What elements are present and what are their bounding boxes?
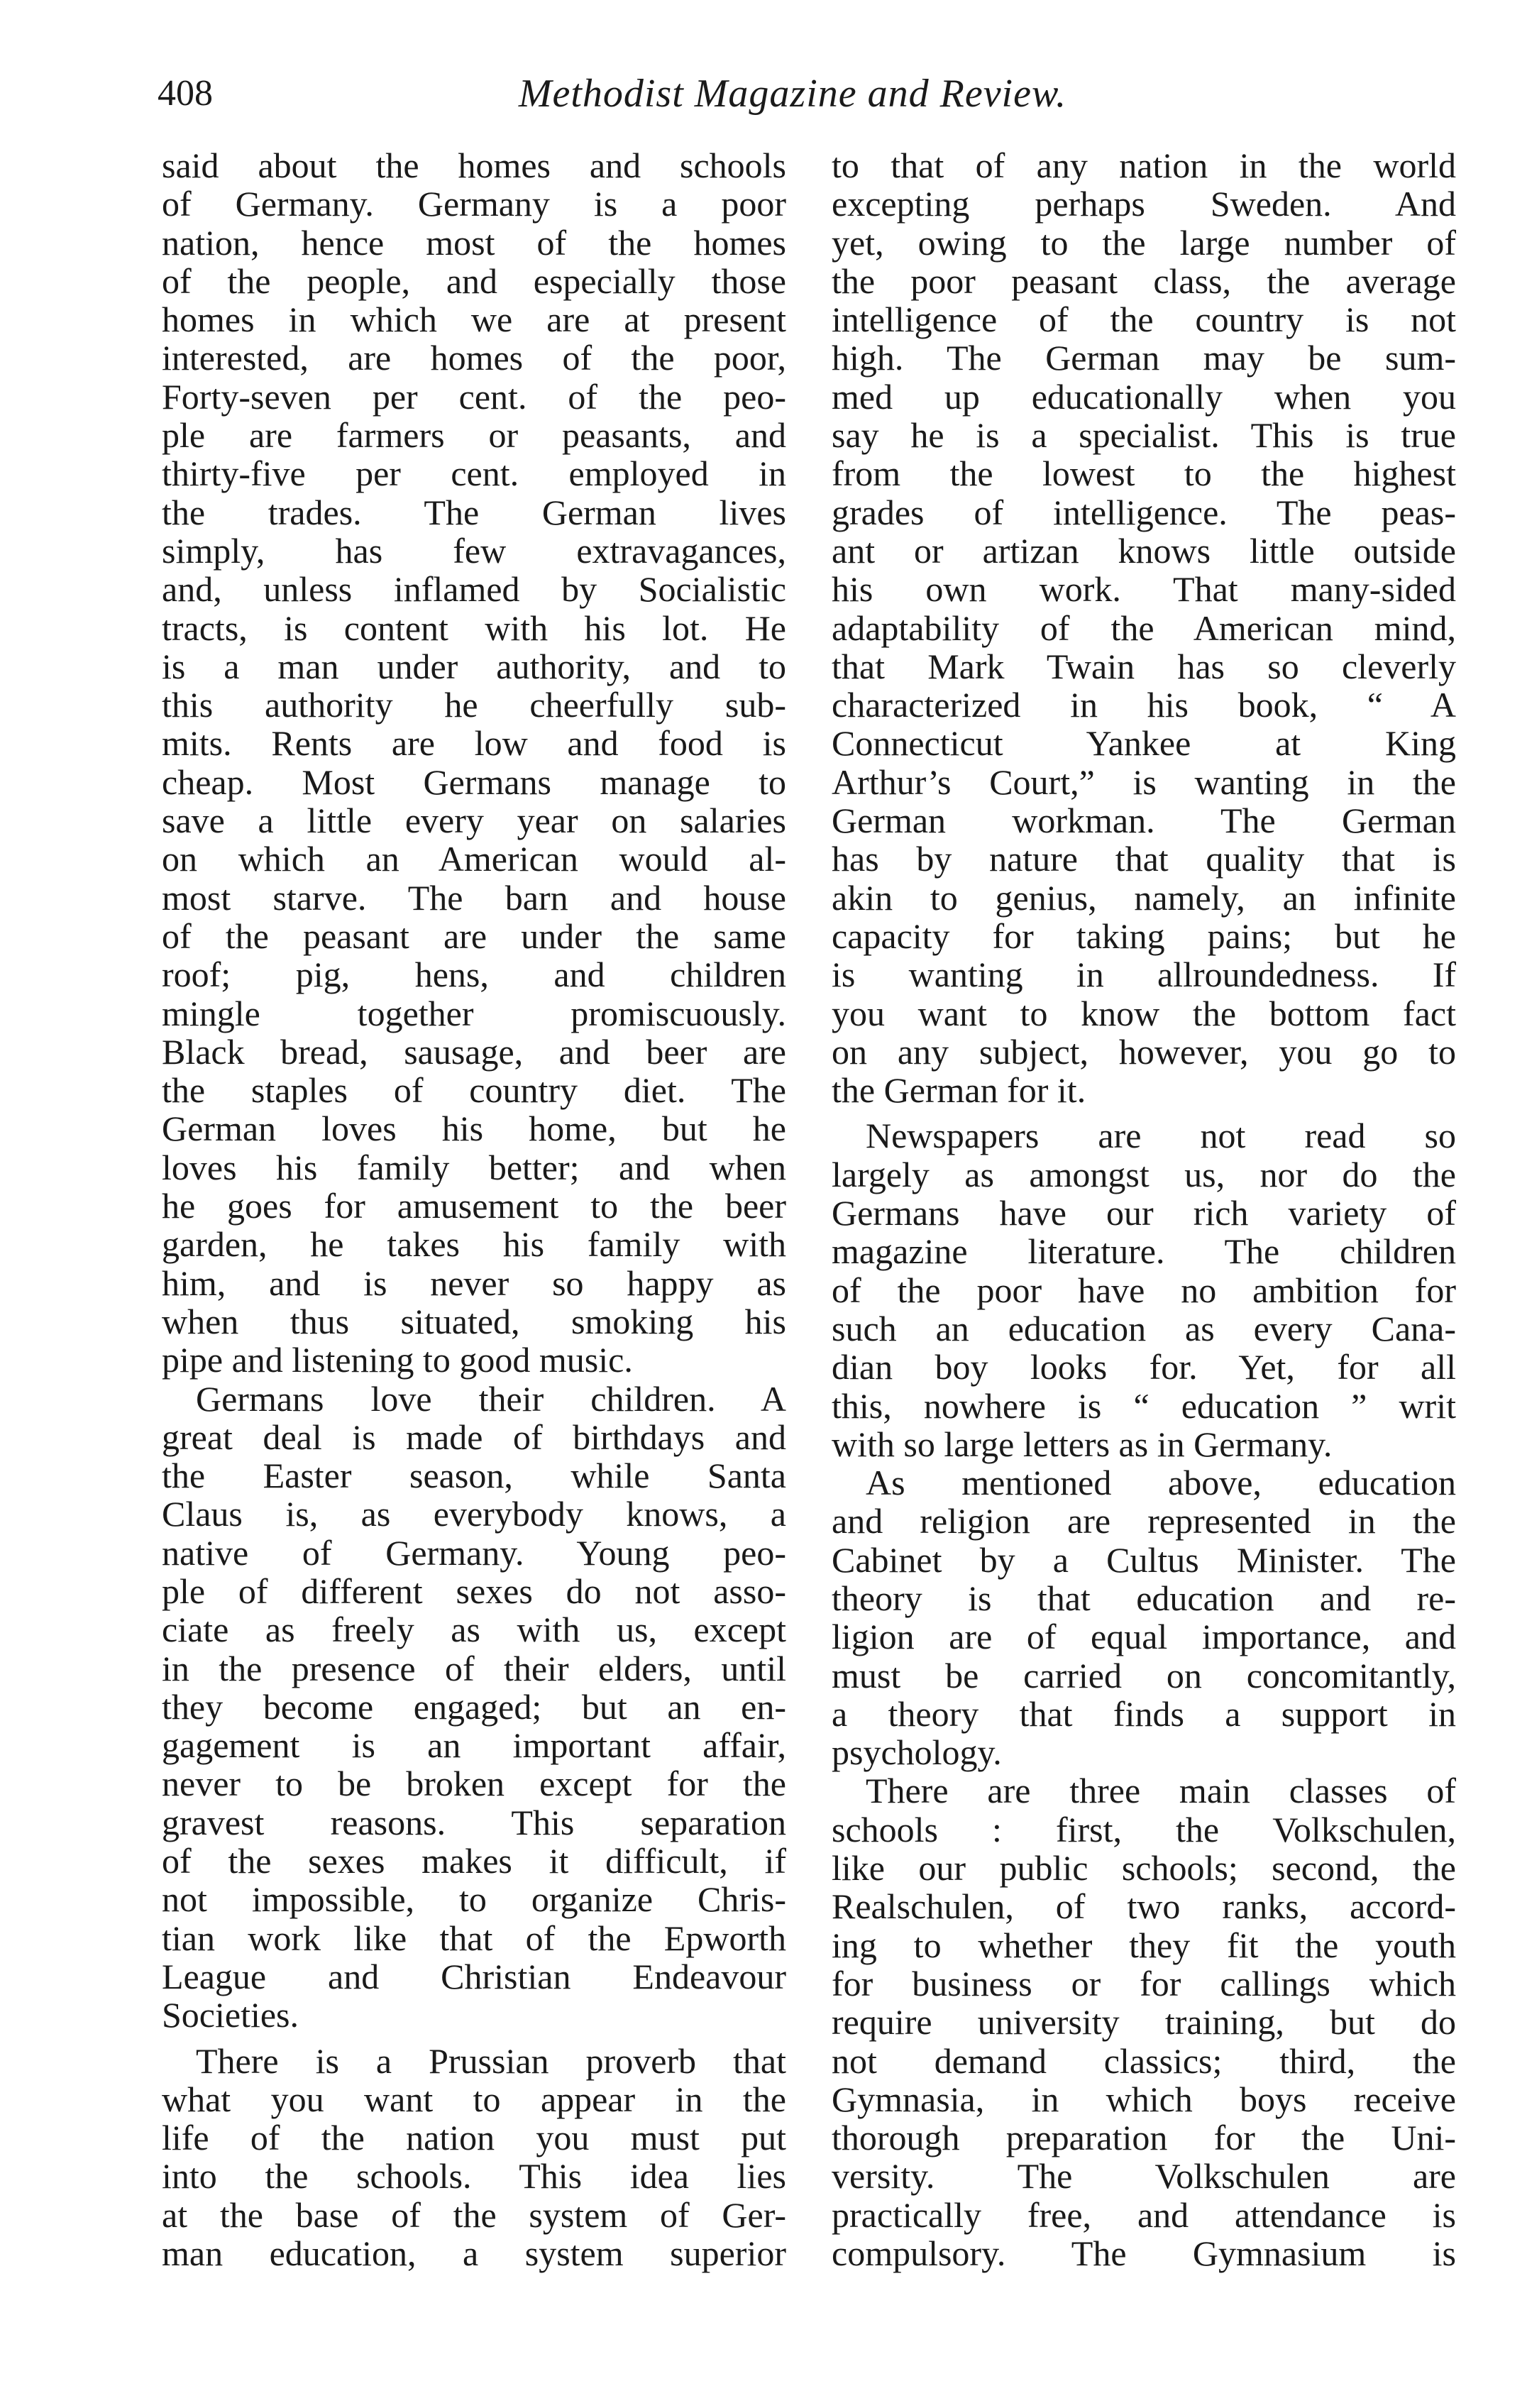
text-line: Forty-seven per cent. of the peo- <box>162 376 786 417</box>
text-line: like our public schools; second, the <box>832 1848 1456 1889</box>
text-line: of the peasant are under the same <box>162 916 786 956</box>
text-line: Newspapers are not read so <box>866 1116 1456 1156</box>
text-line: compulsory. The Gymnasium is <box>832 2233 1456 2274</box>
text-line: has by nature that quality that is <box>832 839 1456 879</box>
text-line: ligion are of equal importance, and <box>832 1617 1456 1657</box>
text-line: into the schools. This idea lies <box>162 2156 786 2197</box>
text-line: is wanting in allroundedness. If <box>832 955 1456 995</box>
text-line: this authority he cheerfully sub- <box>162 685 786 725</box>
text-line: the poor peasant class, the average <box>832 260 1456 301</box>
text-line: not impossible, to organize Chris- <box>162 1879 786 1920</box>
text-line: you want to know the bottom fact <box>832 993 1456 1033</box>
journal-title: Methodist Magazine and Review. <box>518 72 1067 116</box>
text-line: simply, has few extravagances, <box>162 530 786 571</box>
text-line: such an education as every Cana- <box>832 1308 1456 1348</box>
text-line: is a man under authority, and to <box>162 646 786 686</box>
text-line: Connecticut Yankee at King <box>832 723 1456 764</box>
text-line: of Germany. Germany is a poor <box>162 184 786 224</box>
text-line: tracts, is content with his lot. He <box>162 608 786 648</box>
text-line: great deal is made of birthdays and <box>162 1417 786 1457</box>
text-line: at the base of the system of Ger- <box>162 2194 786 2235</box>
text-line: adaptability of the American mind, <box>832 608 1456 648</box>
text-line: of the people, and especially those <box>162 260 786 301</box>
text-line: in the presence of their elders, until <box>162 1648 786 1688</box>
running-header <box>158 65 1428 122</box>
text-line: roof; pig, hens, and children <box>162 955 786 995</box>
text-line: with so large letters as in Germany. <box>832 1424 1333 1464</box>
text-line: not demand classics; third, the <box>832 2040 1456 2081</box>
left-text-column <box>162 146 786 2272</box>
text-line: native of Germany. Young peo- <box>162 1532 786 1573</box>
text-line: the German for it. <box>832 1070 1086 1111</box>
text-line: Black bread, sausage, and beer are <box>162 1031 786 1072</box>
text-line: life of the nation you must put <box>162 2118 786 2158</box>
text-line: Claus is, as everybody knows, a <box>162 1494 786 1534</box>
text-line: of the poor have no ambition for <box>832 1270 1456 1310</box>
text-line: of the sexes makes it difficult, if <box>162 1841 786 1881</box>
text-line: excepting perhaps Sweden. And <box>832 184 1456 224</box>
text-line: practically free, and attendance is <box>832 2194 1456 2235</box>
text-line: must be carried on concomitantly, <box>832 1655 1456 1695</box>
text-line: require university training, but do <box>832 2002 1456 2043</box>
text-line: med up educationally when you <box>832 376 1456 417</box>
text-line: the trades. The German lives <box>162 492 786 532</box>
text-line: As mentioned above, education <box>866 1463 1456 1503</box>
text-line: gagement is an important affair, <box>162 1725 786 1766</box>
text-line: tian work like that of the Epworth <box>162 1918 786 1958</box>
text-line: Cabinet by a Cultus Minister. The <box>832 1539 1456 1580</box>
text-line: characterized in his book, “ A <box>832 685 1456 725</box>
text-line: cheap. Most Germans manage to <box>162 762 786 802</box>
text-line: There are three main classes of <box>866 1771 1456 1811</box>
text-line: German workman. The German <box>832 801 1456 841</box>
text-line: say he is a specialist. This is true <box>832 415 1456 456</box>
text-line: akin to genius, namely, an infinite <box>832 877 1456 918</box>
text-line: thirty-five per cent. employed in <box>162 453 786 494</box>
text-line: for business or for callings which <box>832 1963 1456 2003</box>
text-line: thorough preparation for the Uni- <box>832 2118 1456 2158</box>
text-line: when thus situated, smoking his <box>162 1301 786 1341</box>
text-line: Germans love their children. A <box>196 1378 786 1419</box>
text-line: the Easter season, while Santa <box>162 1456 786 1496</box>
text-line: German loves his home, but he <box>162 1109 786 1149</box>
text-line: dian boy looks for. Yet, for all <box>832 1347 1456 1387</box>
text-line: Societies. <box>162 1995 299 2035</box>
text-line: ant or artizan knows little outside <box>832 530 1456 571</box>
text-line: League and Christian Endeavour <box>162 1956 786 1996</box>
text-line: theory is that education and re- <box>832 1578 1456 1618</box>
text-line: he goes for amusement to the beer <box>162 1186 786 1226</box>
page-number: 408 <box>158 73 213 114</box>
text-line: and, unless inflamed by Socialistic <box>162 569 786 610</box>
text-line: yet, owing to the large number of <box>832 222 1456 263</box>
text-line: from the lowest to the highest <box>832 453 1456 494</box>
text-line: versity. The Volkschulen are <box>832 2156 1456 2197</box>
text-line: to that of any nation in the world <box>832 145 1456 185</box>
text-line: save a little every year on salaries <box>162 801 786 841</box>
text-line: There is a Prussian proverb that <box>196 2040 786 2081</box>
text-line: his own work. That many-sided <box>832 569 1456 610</box>
text-line: homes in which we are at present <box>162 299 786 340</box>
text-line: mingle together promiscuously. <box>162 993 786 1033</box>
text-line: a theory that finds a support in <box>832 1693 1456 1734</box>
text-line: interested, are homes of the poor, <box>162 338 786 378</box>
text-line: pipe and listening to good music. <box>162 1340 633 1380</box>
right-text-column <box>832 146 1456 2272</box>
text-line: magazine literature. The children <box>832 1231 1456 1272</box>
text-line: loves his family better; and when <box>162 1147 786 1187</box>
text-line: never to be broken except for the <box>162 1764 786 1804</box>
text-line: ing to whether they fit the youth <box>832 1925 1456 1965</box>
text-line: on any subject, however, you go to <box>832 1031 1456 1072</box>
text-line: Arthur’s Court,” is wanting in the <box>832 762 1456 802</box>
text-line: said about the homes and schools <box>162 145 786 185</box>
text-line: intelligence of the country is not <box>832 299 1456 340</box>
text-line: schools : first, the Volkschulen, <box>832 1809 1456 1849</box>
text-line: Germans have our rich variety of <box>832 1193 1456 1233</box>
text-line: gravest reasons. This separation <box>162 1802 786 1842</box>
text-line: on which an American would al- <box>162 839 786 879</box>
text-line: mits. Rents are low and food is <box>162 723 786 764</box>
text-line: the staples of country diet. The <box>162 1070 786 1111</box>
text-line: ple of different sexes do not asso- <box>162 1571 786 1611</box>
text-line: Realschulen, of two ranks, accord- <box>832 1886 1456 1927</box>
text-line: and religion are represented in the <box>832 1501 1456 1541</box>
text-line: largely as amongst us, nor do the <box>832 1154 1456 1194</box>
text-line: psychology. <box>832 1732 1002 1773</box>
text-line: capacity for taking pains; but he <box>832 916 1456 956</box>
text-line: ple are farmers or peasants, and <box>162 415 786 456</box>
text-line: high. The German may be sum- <box>832 338 1456 378</box>
text-line: what you want to appear in the <box>162 2079 786 2119</box>
text-line: that Mark Twain has so cleverly <box>832 646 1456 686</box>
text-line: ciate as freely as with us, except <box>162 1610 786 1650</box>
text-line: nation, hence most of the homes <box>162 222 786 263</box>
text-line: they become engaged; but an en- <box>162 1686 786 1727</box>
text-line: Gymnasia, in which boys receive <box>832 2079 1456 2119</box>
text-line: him, and is never so happy as <box>162 1263 786 1303</box>
text-line: grades of intelligence. The peas- <box>832 492 1456 532</box>
text-line: this, nowhere is “ education ” writ <box>832 1385 1456 1426</box>
text-line: garden, he takes his family with <box>162 1224 786 1265</box>
text-line: man education, a system superior <box>162 2233 786 2274</box>
text-line: most starve. The barn and house <box>162 877 786 918</box>
